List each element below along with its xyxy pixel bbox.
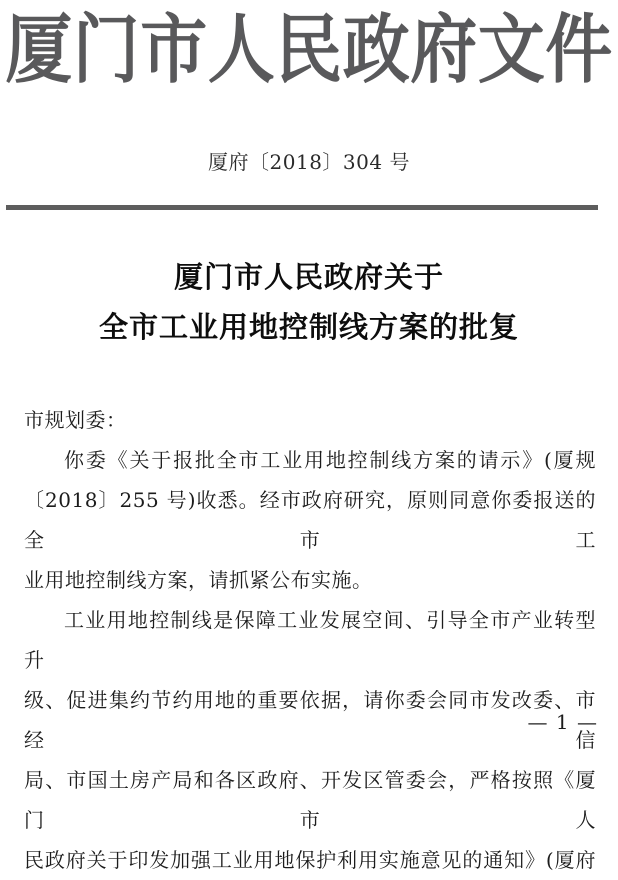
body-line: 工业用地控制线是保障工业发展空间、引导全市产业转型升 [24,608,596,672]
body-line: 你委《关于报批全市工业用地控制线方案的请示》(厦规 [64,448,596,472]
body-line: 业用地控制线方案，请抓紧公布实施。 [24,568,373,592]
page-number: — 1 — [527,710,598,734]
body-line: 级、促进集约节约用地的重要依据，请你委会同市发改委、市经信 [24,688,596,752]
body-line: 〔2018〕255 号)收悉。经市政府研究，原则同意你委报送的全市工 [24,488,596,552]
title-line-1: 厦门市人民政府关于 [173,260,444,294]
salutation: 市规划委： [24,408,127,432]
document-body [24,400,596,880]
title-line-2: 全市工业用地控制线方案的批复 [98,310,519,344]
body-line: 局、市国土房产局和各区政府、开发区管委会，严格按照《厦门市人 [24,768,596,832]
document-title [0,252,618,352]
body-line: 民政府关于印发加强工业用地保护利用实施意见的通知》(厦府 [24,848,596,872]
document-masthead: 厦门市人民政府文件 [5,4,613,94]
header-divider-rule [6,205,598,210]
document-number: 厦府〔2018〕304 号 [208,150,410,174]
